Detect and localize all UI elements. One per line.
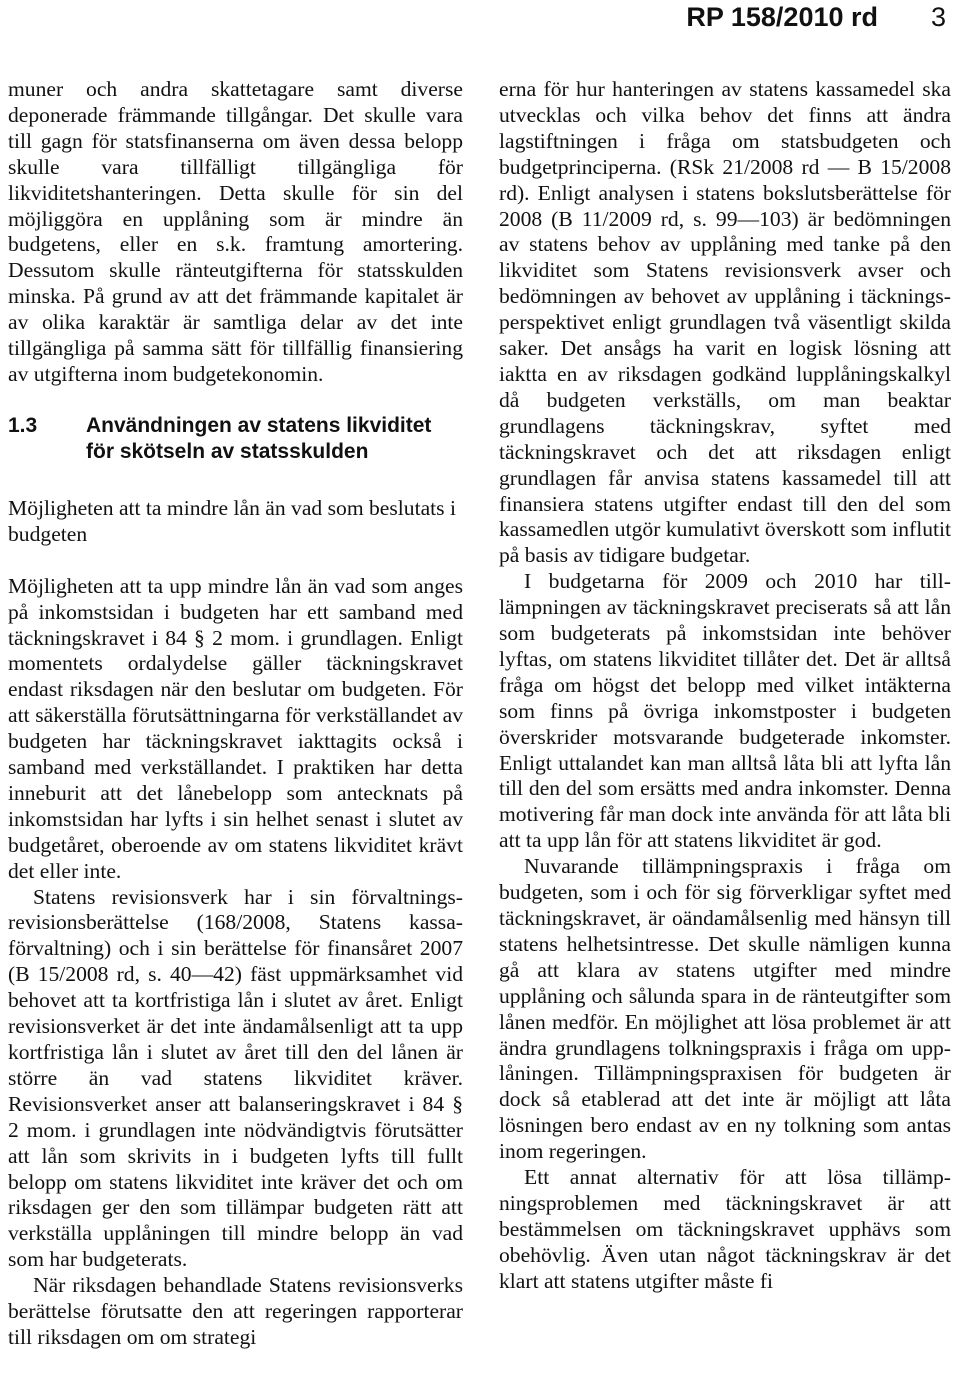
paragraph: muner och andra skattetagare samt diverse deponerade främmande tillgångar. Det skulle vara till gagn för statsfinanserna om även dessa belopp skulle vara tillfälligt tillgängliga för likviditetshanteringen. Detta skulle för sin del möjliggöra en upplåning som är mindre än budgetens, eller en s.k. framtung amortering. Dessutom skulle ränteutgifterna för statsskulden minska. På grund av att det främmande kapitalet är av olika karaktär är samtliga delar av det inte tillgängliga på samma sätt för tillfällig finansiering av utgifterna inom budgetekonomin. bbox=[8, 77, 463, 386]
paragraph: När riksdagen behandlade Statens revisionsverks berättelse förutsatte den att regeringen rapporterar till riksdagen om om strategi bbox=[8, 1273, 463, 1349]
paragraph: erna för hur hanteringen av statens kassamedel ska utvecklas och vilka behov det finns att ändra lagstiftningen i fråga om statsbudgeten och budgetprinciperna. (RSk 21/2008 rd — B 15/2008 rd). Enligt analysen i statens bokslutsberättelse för 2008 (B 11/2009 rd, s. 99—103) är bedömningen av statens behov av upplåning med tanke på den likviditet som Statens revisionsverk avser och bedömningen av behovet av upplåning i täckningsperspektivet enligt grundlagen två väsentligt skilda saker. Det ansågs ha varit en logisk lösning att iaktta en av riksdagen godkänd lupplåningskalkyl då budgeten verkställs, om man beaktar grundlagens täckningskrav, syftet med täckningskravet och det att riksdagen enligt grundlagen får anvisa statens kassamedel till att finansiera statens utgifter endast till den del som kassamedlen utgör kumulativt överskott som influtit på basis av tidigare budgetar. bbox=[499, 77, 951, 568]
page-number: 3 bbox=[930, 2, 946, 32]
right-column bbox=[499, 77, 951, 1295]
section-heading bbox=[8, 413, 463, 465]
paragraph: Ett annat alternativ för att lösa tillämpningsproblemen med täckningskravet är att bestämmelsen om täckningskravet upphävs som obehövlig. Även utan något täckningskrav är det klart att statens utgifter måste fi bbox=[499, 1165, 951, 1293]
paragraph: Statens revisionsverk har i sin förvaltningsrevisionsberättelse (168/2008, Statens kassaförvaltning) och i sin berättelse för finansåret 2007 (B 15/2008 rd, s. 40—42) fäst uppmärksamhet vid behovet att ta kortfristiga lån i slutet av året. Enligt revisionsverket är det inte ändamålsenligt att ta upp kortfristiga lån i slutet av året till den del lånen är större än vad statens likviditet kräver. Revisionsverket anser att balanseringskravet i 84 § 2 mom. i grundlagen inte nödvändigtvis förutsätter att lån som skrivits in i budgeten lyfts till fullt belopp om statens likviditet inte kräver det och om riksdagen ger den som tillämpar budgeten rätt att verkställa upplåningen till mindre belopp än vad som har budgeterats. bbox=[8, 884, 463, 1272]
section-title-line1: Användningen av statens likviditet bbox=[86, 413, 432, 437]
section-title-line2: för skötseln av statsskulden bbox=[86, 439, 369, 463]
page-header bbox=[0, 0, 960, 40]
left-column bbox=[8, 77, 463, 1351]
paragraph: I budgetarna för 2009 och 2010 har tilllämpningen av täckningskravet preciserats så att lån som budgeterats på inkomstsidan inte behöver lyftas, om statens likviditet tillåter det. Det är alltså fråga om högst det belopp med vilket intäkterna som finns på övriga inkomstposter i budgeten överskrider motsvarande budgeterade inkomster. Enligt uttalandet kan man alltså låta bli att lyfta lån till den del som ersätts med andra inkomster. Denna motivering får man dock inte använda för att låta bli att ta upp lån för att statens likviditet är god. bbox=[499, 569, 951, 853]
paragraph: Nuvarande tillämpningspraxis i fråga om budgeten, som i och för sig förverkligar syftet med täckningskravet, är oändamålsenlig med hänsyn till statens helhetsintresse. Det skulle nämligen kunna gå att klara av statens utgifter med mindre upplåning och sålunda spara in de ränteutgifter som lånen medför. En möjlighet att lösa problemet är att ändra grundlagens tolkningspraxis i fråga om upplåningen. Tillämpningspraxisen för budgeten är dock så etablerad att det inte är möjligt att låta lösningen bero endast av en ny tolkning som antas inom regeringen. bbox=[499, 854, 951, 1164]
paragraph: Möjligheten att ta upp mindre lån än vad som anges på inkomstsidan i budgeten har ett samband med täckningskravet i 84 § 2 mom. i grundlagen. Enligt momentets ordalydelse gäller täckningskravet endast riksdagen när den beslutar om budgeten. För att säkerställa förutsättningarna för verkställandet av budgeten har täckningskravet iakttagits också i samband med verkställandet. I praktiken har detta inneburit att det lånebelopp som antecknats på inkomstsidan har lyfts i sin helhet senast i slutet av budgetåret, oberoende av om statens likviditet krävt det eller inte. bbox=[8, 573, 463, 883]
section-number: 1.3 bbox=[8, 413, 38, 437]
subsection-heading: Möjligheten att ta mindre lån än vad som beslutats i budgeten bbox=[8, 495, 456, 546]
document-id: RP 158/2010 rd bbox=[686, 2, 878, 32]
